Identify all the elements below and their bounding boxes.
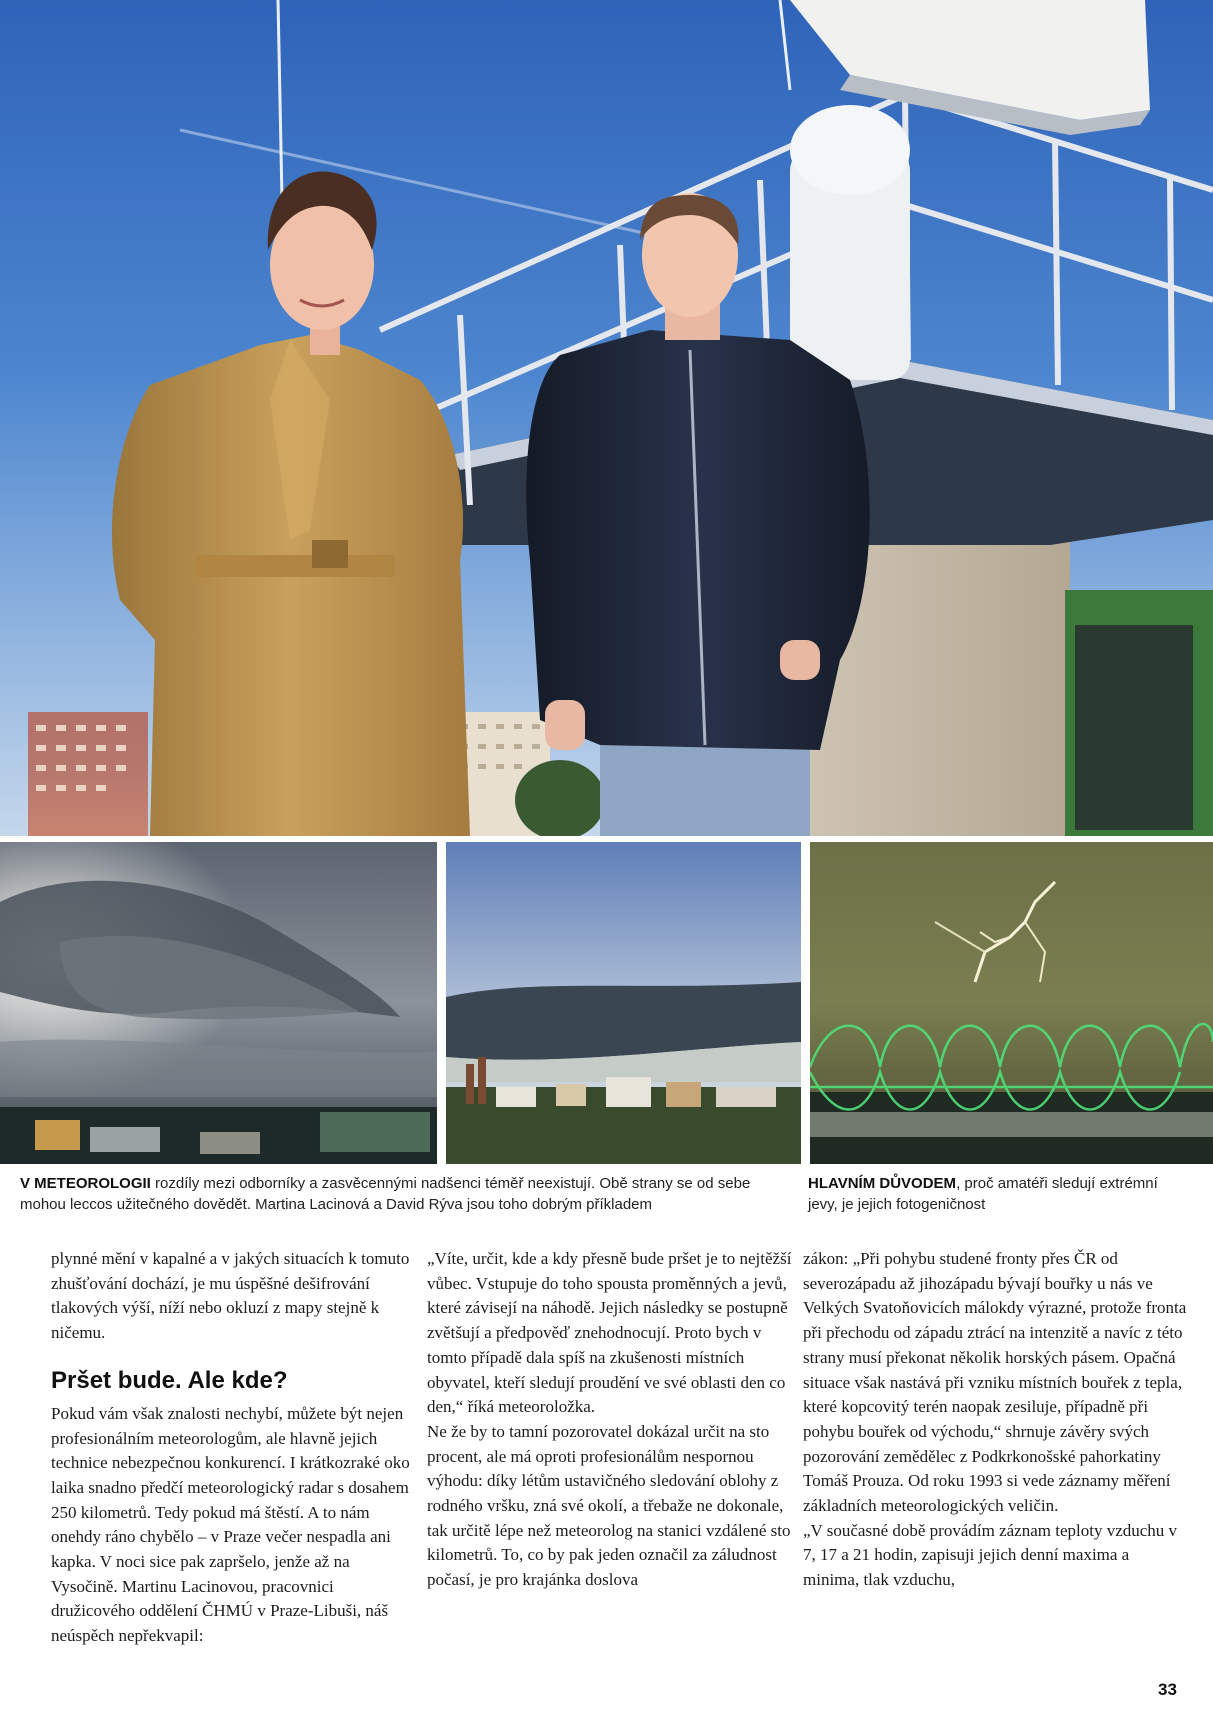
photo-caption-left	[20, 1173, 800, 1215]
page-number: 33	[1158, 1680, 1177, 1699]
lightning-photo	[810, 842, 1213, 1164]
article-column-3	[803, 1247, 1188, 1593]
caption-text: , proč amatéři sledují extrémní jevy, je jejich fotogeničnost	[808, 1175, 1158, 1213]
article-paragraph: zákon: „Při pohybu studené fronty přes ČR od severozápadu až jihozápadu bývají bouřky u nás ve Velkých Svatoňovicích málokdy výrazné, protože fronta při přechodu od západu ztrácí na intenzitě a navíc z této strany musí překonat několik horských pásem. Opačná situace však nastává při vzniku místních bouřek z tepla, které kopcovitý terén naopak zesiluje, případně při pohybu bouřek od východu,“ shrnuje závěry svých pozorování zemědělec z Podkrkonošské pahorkatiny Tomáš Prouza. Od roku 1993 si vede záznamy měření základních meteorologických veličin.	[803, 1249, 1187, 1516]
article-paragraph: „Víte, určit, kde a kdy přesně bude pršet je to nejtěžší vůbec. Vstupuje do toho spousta proměnných a jevů, které závisejí na náhodě. Jejich následky se postupně zvětšují a předpověď znehodnocují. Proto bych v tomto případě dala spíš na zkušenosti místních obyvatel, kteří sledují proudění ve své oblasti den co den,“ říká meteoroložka.	[427, 1249, 792, 1417]
caption-text: rozdíly mezi odborníky a zasvěcennými nadšenci téměř neexistují. Obě strany se od sebe mohou leccos užitečného dovědět. Martina Lacinová a David Rýva jsou toho dobrým příkladem	[20, 1175, 751, 1213]
section-heading: Pršet bude. Ale kde?	[51, 1366, 288, 1394]
article-paragraph: plynné mění v kapalné a v jakých situacích k tomuto zhušťování dochází, je mu úspěšné dešifrování tlakových výší, níží nebo okluzí z mapy stejně k ničemu.	[51, 1249, 410, 1343]
caption-lead: HLAVNÍM DŮVODEM	[808, 1175, 957, 1192]
article-column-1	[51, 1247, 411, 1649]
article-paragraph: Pokud vám však znalosti nechybí, můžete být nejen profesionálním meteorologům, ale hlavně jejich technice nebezpečnou konkurencí. I krátkozraké oko laika snadno předčí meteorologický radar s dosahem 250 kilometrů. Tedy pokud má štěstí. A to nám onehdy ráno chybělo – v Praze večer nespadla ani kapka. V noci sice pak zapršelo, jenže až na Vysočině. Martinu Lacinovou, pracovnici družicového oddělení ČHMÚ v Praze-Libuši, náš neúspěch nepřekvapil:	[51, 1403, 410, 1646]
article-column-2	[427, 1247, 799, 1593]
article-paragraph: Ne že by to tamní pozorovatel dokázal určit na sto procent, ale má oproti profesionálům nespornou výhodu: díky létům ustavičného sledování oblohy z rodného vršku, zná své okolí, a třebaže ne dokonale, tak určitě lépe než meteorolog na stanici vzdálené sto kilometrů. To, co by pak jeden označil za záludnost počasí, je pro krajánka doslova	[427, 1421, 791, 1590]
storm-cloud-photo	[0, 842, 437, 1164]
article-paragraph: „V současné době provádím záznam teploty vzduchu v 7, 17 a 21 hodin, zapisuji jejich denní maxima a minima, tlak vzduchu,	[803, 1520, 1178, 1590]
photo-caption-right	[808, 1173, 1188, 1215]
shelf-cloud-photo	[446, 842, 801, 1164]
hero-photo	[0, 0, 1213, 836]
caption-lead: V METEOROLOGII	[20, 1175, 151, 1192]
